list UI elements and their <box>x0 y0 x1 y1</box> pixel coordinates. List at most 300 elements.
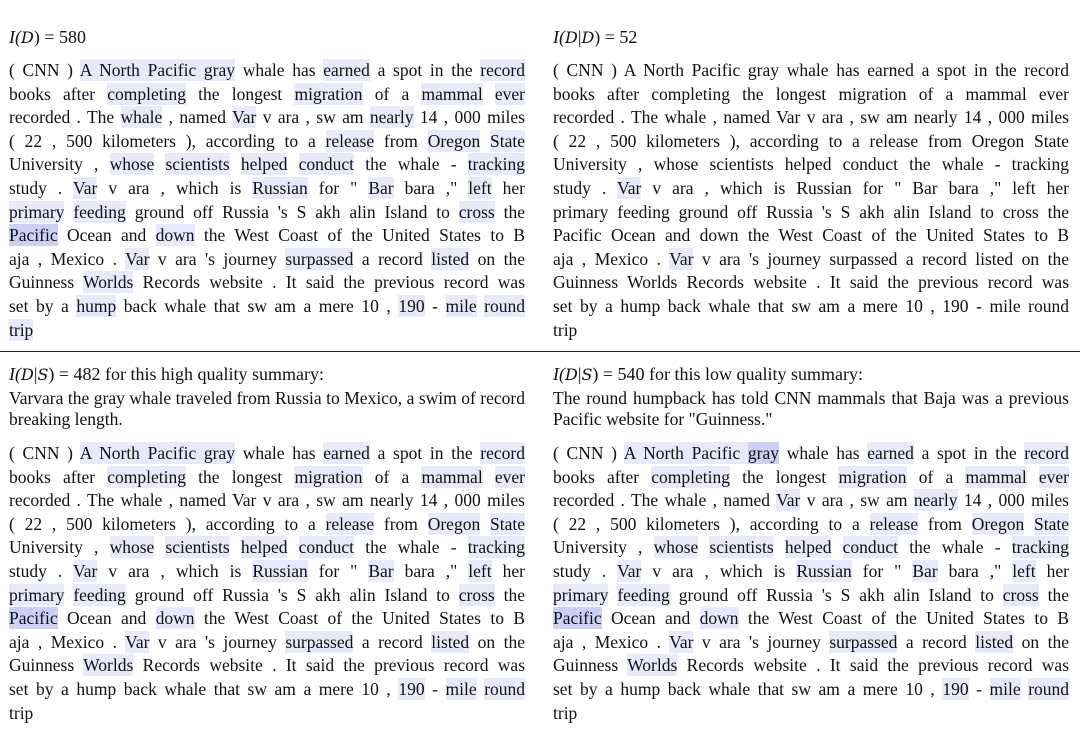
highlighted-token: cross <box>1002 584 1039 605</box>
token: v ara , sw am <box>800 490 914 511</box>
token: v ara 's journey surpassed a record listed on the <box>693 248 1069 269</box>
token: of a <box>362 83 422 104</box>
token: the <box>494 201 525 222</box>
token: Guinness <box>9 272 84 293</box>
token <box>287 536 298 558</box>
passage-line <box>553 584 1069 608</box>
highlighted-token: trip <box>9 319 34 340</box>
highlighted-token: Var <box>617 560 642 581</box>
highlighted-token: gray <box>203 60 236 80</box>
highlighted-token: Pacific <box>9 608 58 629</box>
token: set by a hump back whale that sw am a mere 10 , <box>553 678 943 699</box>
token: the West Coast of the United States to B <box>194 225 525 246</box>
token: her <box>1035 560 1069 581</box>
highlighted-token: mammal <box>421 466 483 487</box>
token: a record <box>353 631 432 652</box>
token: v ara , which is <box>97 177 253 198</box>
passage-line <box>9 536 525 560</box>
token: a spot in the <box>369 443 481 463</box>
passage-line <box>553 248 1069 272</box>
token: the longest <box>729 466 839 487</box>
highlighted-token: 190 <box>398 678 425 699</box>
highlighted-token: mammal <box>965 466 1027 487</box>
highlighted-token: feeding <box>73 201 126 222</box>
token: - <box>424 295 446 316</box>
passage-line <box>553 489 1069 513</box>
token: University , <box>9 537 110 558</box>
highlighted-token: round <box>1028 678 1070 699</box>
highlighted-token: Worlds <box>83 272 134 293</box>
token: the <box>1038 584 1069 605</box>
token <box>64 201 73 223</box>
passage-line <box>553 536 1069 560</box>
highlighted-token: Bar <box>368 560 394 581</box>
article-passage <box>9 442 525 725</box>
token: the longest <box>185 466 295 487</box>
highlighted-token: 190 <box>942 678 969 699</box>
token: of a <box>362 466 422 487</box>
token: ( CNN ) <box>9 443 80 463</box>
token: for " <box>307 560 369 581</box>
highlighted-token: record <box>1024 443 1069 463</box>
token <box>608 584 617 606</box>
token: aja , Mexico . <box>553 631 670 652</box>
heading-suffix: ) = 540 for this low quality summary: <box>592 364 864 384</box>
passage-line <box>553 654 1069 678</box>
heading-d: D <box>21 28 34 47</box>
passage-line <box>553 631 1069 655</box>
highlighted-token: North Pacific <box>643 443 748 463</box>
token: ( 22 , 500 kilometers ), according to a <box>9 513 326 534</box>
passage-line <box>9 59 525 83</box>
token: set by a <box>9 295 77 316</box>
token: books after completing the longest migration of a mammal ever <box>553 83 1069 104</box>
passage-line <box>553 201 1069 225</box>
highlighted-token: A <box>623 443 644 463</box>
highlighted-token: Russian <box>252 560 308 581</box>
highlighted-token: Var <box>617 177 642 198</box>
highlighted-token: nearly <box>913 490 958 511</box>
highlighted-token: Pacific <box>553 608 602 629</box>
token: recorded . The whale , named Var v ara , sw am nearly 14 , 000 miles <box>9 490 525 511</box>
token: study . <box>9 177 74 198</box>
token: ( CNN ) <box>9 60 80 80</box>
token: from <box>374 513 428 534</box>
highlighted-token: listed <box>975 631 1014 652</box>
highlighted-token: whose <box>653 537 699 558</box>
token: University , whose scientists helped conduct the whale - tracking <box>553 154 1069 175</box>
token: University , <box>9 154 110 175</box>
token: , named <box>162 107 233 128</box>
passage-line <box>553 177 1069 201</box>
highlighted-token: record <box>480 443 525 463</box>
highlighted-token: primary <box>9 584 65 605</box>
token: on the <box>1013 631 1069 652</box>
token: her <box>491 177 525 198</box>
passage-line <box>9 654 525 678</box>
token: ground off Russia 's S akh alin Island to <box>669 584 1003 605</box>
token: on the <box>469 631 525 652</box>
token <box>698 536 709 558</box>
token: whale has <box>779 443 868 463</box>
token: ( 22 , 500 kilometers ), according to a <box>9 130 326 151</box>
highlighted-token: Var <box>125 248 150 269</box>
passage-line <box>9 513 525 537</box>
passage-line <box>9 153 525 177</box>
highlighted-token: Var <box>776 490 801 511</box>
token: the whale - <box>354 154 468 175</box>
highlighted-token: Oregon <box>427 130 481 151</box>
token: 14 , 000 miles <box>957 490 1069 511</box>
token: ( 22 , 500 kilometers ), according to a release from Oregon State <box>553 130 1069 151</box>
highlighted-token: round <box>484 678 526 699</box>
summary-text: Varvara the gray whale traveled from Russia to Mexico, a swim of record breaking length. <box>9 388 525 429</box>
heading-suffix: ) = 52 <box>594 27 638 47</box>
highlighted-token: scientists <box>165 537 230 558</box>
highlighted-token: completing <box>107 466 186 487</box>
token: whale has <box>235 60 324 80</box>
heading-d: D <box>565 365 578 384</box>
passage-line <box>553 106 1069 130</box>
token: - <box>968 678 990 699</box>
token: Guinness Worlds Records website . It said the previous record was <box>553 272 1069 293</box>
highlighted-token: helped <box>240 154 288 175</box>
token: books after <box>9 83 108 104</box>
token: set by a hump back whale that sw am a mere 10 , <box>9 678 399 699</box>
heading-suffix: ) = 482 for this high quality summary: <box>48 364 325 384</box>
highlighted-token: conduct <box>842 537 899 558</box>
token: a record <box>353 248 432 269</box>
heading-mid: | <box>577 364 582 384</box>
highlighted-token: migration <box>294 83 363 104</box>
token: of a <box>906 466 966 487</box>
token <box>480 130 490 152</box>
highlighted-token: completing <box>651 466 730 487</box>
token: on the <box>469 248 525 269</box>
token: Guinness <box>9 655 84 676</box>
token: aja , Mexico . <box>553 248 670 269</box>
summary-text: The round humpback has told CNN mammals that Baja was a previous Pacific website for "Guinness." <box>553 388 1069 429</box>
token: Records website . It said the previous record was <box>677 655 1069 676</box>
token <box>64 584 73 606</box>
panel-heading <box>9 362 525 386</box>
token: books after <box>9 466 108 487</box>
highlighted-token: State <box>1034 513 1069 534</box>
token <box>483 83 495 105</box>
highlighted-token: Var <box>125 631 150 652</box>
highlighted-token: surpassed <box>829 631 898 652</box>
token: recorded . The <box>9 107 121 128</box>
passage-line <box>9 702 525 726</box>
highlighted-token: Oregon <box>427 513 481 534</box>
passage-line <box>553 153 1069 177</box>
panel-self-information <box>553 25 1069 342</box>
token <box>154 536 165 558</box>
token: ( CNN ) <box>553 443 624 463</box>
token: her <box>491 560 525 581</box>
highlighted-token: A <box>79 443 100 463</box>
token: from <box>374 130 428 151</box>
token: v ara 's journey <box>149 631 286 652</box>
highlighted-token: left <box>468 177 492 198</box>
token: aja , Mexico . <box>9 248 126 269</box>
highlighted-token: tracking <box>467 537 526 558</box>
passage-line <box>9 248 525 272</box>
token: study . <box>9 560 74 581</box>
token: study . <box>553 177 618 198</box>
passage-line <box>9 631 525 655</box>
token: books after <box>553 466 652 487</box>
heading-mid: | <box>33 364 38 384</box>
highlighted-token: surpassed <box>285 248 354 269</box>
panel-high-quality-summary <box>9 362 525 725</box>
token: v ara , which is Russian for " Bar bara ," left her <box>641 177 1069 198</box>
highlighted-token: Bar <box>368 177 394 198</box>
token: University , <box>553 537 654 558</box>
token <box>1027 466 1039 488</box>
highlighted-token: mile <box>989 678 1021 699</box>
highlighted-token: helped <box>784 537 832 558</box>
passage-line <box>9 177 525 201</box>
passage-line <box>9 489 525 513</box>
highlighted-token: ever <box>1038 466 1069 487</box>
panel-heading <box>553 25 1069 49</box>
token: bara ," <box>393 560 469 581</box>
heading-prefix: I( <box>9 27 21 47</box>
token <box>230 153 241 175</box>
passage-line <box>9 106 525 130</box>
highlighted-token: Pacific <box>9 225 58 246</box>
highlighted-token: Russian <box>252 177 308 198</box>
panel-low-quality-summary <box>553 362 1069 725</box>
highlighted-token: down <box>155 608 195 629</box>
token: for " <box>851 560 913 581</box>
token <box>287 153 298 175</box>
token: trip <box>553 702 578 723</box>
highlighted-token: A <box>79 60 100 80</box>
highlighted-token: mile <box>445 678 477 699</box>
token: trip <box>553 319 578 340</box>
passage-line <box>9 584 525 608</box>
highlighted-token: earned <box>867 443 914 463</box>
token: bara ," <box>393 177 469 198</box>
highlighted-token: release <box>325 130 375 151</box>
highlighted-token: nearly <box>369 107 414 128</box>
passage-line <box>553 442 1069 466</box>
token: Records website . It said the previous record was <box>133 272 525 293</box>
highlighted-token: surpassed <box>285 631 354 652</box>
token: trip <box>9 702 34 723</box>
highlighted-token: scientists <box>165 154 230 175</box>
highlighted-token: mile <box>445 295 477 316</box>
highlighted-token: Worlds <box>83 655 134 676</box>
highlighted-token: down <box>699 608 739 629</box>
highlighted-token: left <box>468 560 492 581</box>
token: recorded . The whale , named Var v ara , sw am nearly 14 , 000 miles <box>553 107 1069 128</box>
token: - <box>424 678 446 699</box>
heading-suffix: ) = 580 <box>33 27 86 47</box>
highlighted-token: Worlds <box>627 655 678 676</box>
highlighted-token: Var <box>232 107 257 128</box>
passage-line <box>553 678 1069 702</box>
token: ( CNN ) A North Pacific gray whale has earned a spot in the record <box>553 60 1069 80</box>
token <box>774 536 785 558</box>
passage-line <box>553 295 1069 319</box>
highlighted-token: gray <box>203 443 236 463</box>
highlighted-token: State <box>490 130 525 151</box>
heading-s: D <box>581 28 595 47</box>
token: primary feeding ground off Russia 's S akh alin Island to cross the <box>553 201 1069 222</box>
token: v ara , sw am <box>256 107 370 128</box>
article-passage <box>9 59 525 342</box>
token: v ara , which is <box>97 560 253 581</box>
token: for " <box>307 177 369 198</box>
passage-line <box>553 513 1069 537</box>
passage-line <box>9 678 525 702</box>
passage-line <box>553 130 1069 154</box>
highlighted-token: feeding <box>73 584 126 605</box>
highlighted-token: 190 <box>398 295 425 316</box>
highlighted-token: ever <box>494 83 525 104</box>
token <box>831 536 842 558</box>
token <box>230 536 241 558</box>
highlighted-token: migration <box>838 466 907 487</box>
highlighted-token: Bar <box>912 560 938 581</box>
passage-line <box>553 59 1069 83</box>
heading-prefix: I( <box>553 27 565 47</box>
token: ( 22 , 500 kilometers ), according to a <box>553 513 870 534</box>
highlighted-token: ever <box>494 466 525 487</box>
highlighted-token: mammal <box>421 83 483 104</box>
token: the longest <box>185 83 295 104</box>
token: Ocean and <box>601 608 700 629</box>
highlighted-token: whose <box>109 537 155 558</box>
token: the whale - <box>898 537 1012 558</box>
article-passage <box>553 442 1069 725</box>
highlighted-token: earned <box>323 60 370 80</box>
passage-line <box>553 560 1069 584</box>
highlighted-token: primary <box>553 584 609 605</box>
highlighted-token: down <box>155 225 195 246</box>
token: v ara 's journey <box>149 248 286 269</box>
token: aja , Mexico . <box>9 631 126 652</box>
highlighted-token: Var <box>669 631 694 652</box>
token: 14 , 000 miles <box>413 107 525 128</box>
highlighted-token: Var <box>669 248 694 269</box>
token: the whale - <box>354 537 468 558</box>
token: Ocean and <box>57 225 156 246</box>
highlighted-token: feeding <box>617 584 670 605</box>
passage-line <box>553 702 1069 726</box>
passage-line <box>9 560 525 584</box>
highlighted-token: primary <box>9 201 65 222</box>
token: ground off Russia 's S akh alin Island to <box>125 201 459 222</box>
highlighted-token: conduct <box>298 537 355 558</box>
highlighted-token: release <box>869 513 919 534</box>
highlighted-token: North Pacific <box>99 60 204 80</box>
highlighted-token: cross <box>458 201 495 222</box>
passage-line <box>9 130 525 154</box>
highlighted-token: tracking <box>1011 537 1070 558</box>
highlighted-token: gray <box>747 443 780 463</box>
heading-prefix: I( <box>553 364 565 384</box>
token <box>480 513 490 535</box>
token: ground off Russia 's S akh alin Island to <box>125 584 459 605</box>
heading-s: S <box>37 365 49 384</box>
highlighted-token: whale <box>120 107 163 128</box>
highlighted-token: round <box>484 295 525 316</box>
heading-d: D <box>565 28 578 47</box>
highlighted-token: release <box>325 513 375 534</box>
token <box>483 466 495 488</box>
passage-line <box>9 271 525 295</box>
token: back whale that sw am a mere 10 , <box>116 295 399 316</box>
token: the West Coast of the United States to B <box>738 608 1069 629</box>
highlighted-token: State <box>490 513 525 534</box>
panel-full-information <box>9 25 525 342</box>
highlighted-token: scientists <box>709 537 774 558</box>
highlighted-token: listed <box>431 248 470 269</box>
token: v ara 's journey <box>693 631 830 652</box>
token: set by a hump back whale that sw am a mere 10 , 190 - mile round <box>553 295 1069 316</box>
highlighted-token: hump <box>76 295 117 316</box>
passage-line <box>9 224 525 248</box>
highlighted-token: record <box>480 60 525 80</box>
heading-mid: | <box>577 27 582 47</box>
highlighted-token: Var <box>73 560 98 581</box>
token: bara ," <box>937 560 1013 581</box>
passage-line <box>553 466 1069 490</box>
token: a record <box>897 631 976 652</box>
highlighted-token: completing <box>107 83 186 104</box>
token <box>1024 513 1034 535</box>
passage-line <box>553 224 1069 248</box>
token: v ara , which is <box>641 560 797 581</box>
passage-line <box>553 607 1069 631</box>
highlighted-token: Oregon <box>971 513 1025 534</box>
highlighted-token: Russian <box>796 560 852 581</box>
heading-s: S <box>581 365 593 384</box>
passage-line <box>9 607 525 631</box>
passage-line <box>9 442 525 466</box>
passage-line <box>553 319 1069 343</box>
passage-line <box>9 319 525 343</box>
article-passage <box>553 59 1069 342</box>
highlighted-token: Var <box>73 177 98 198</box>
passage-line <box>553 83 1069 107</box>
highlighted-token: cross <box>458 584 495 605</box>
token: the <box>494 584 525 605</box>
token: Ocean and <box>57 608 156 629</box>
highlighted-token: earned <box>323 443 370 463</box>
token: Records website . It said the previous record was <box>133 655 525 676</box>
token: a spot in the <box>369 60 481 80</box>
token: a spot in the <box>913 443 1025 463</box>
passage-line <box>9 201 525 225</box>
token <box>154 153 165 175</box>
heading-prefix: I( <box>9 364 21 384</box>
token: Guinness <box>553 655 628 676</box>
passage-line <box>9 466 525 490</box>
token: the West Coast of the United States to B <box>194 608 525 629</box>
panel-heading <box>553 362 1069 386</box>
highlighted-token: tracking <box>467 154 526 175</box>
token: Pacific Ocean and down the West Coast of the United States to B <box>553 225 1069 246</box>
passage-line <box>9 295 525 319</box>
highlighted-token: North Pacific <box>99 443 204 463</box>
highlighted-token: listed <box>431 631 470 652</box>
passage-line <box>553 271 1069 295</box>
